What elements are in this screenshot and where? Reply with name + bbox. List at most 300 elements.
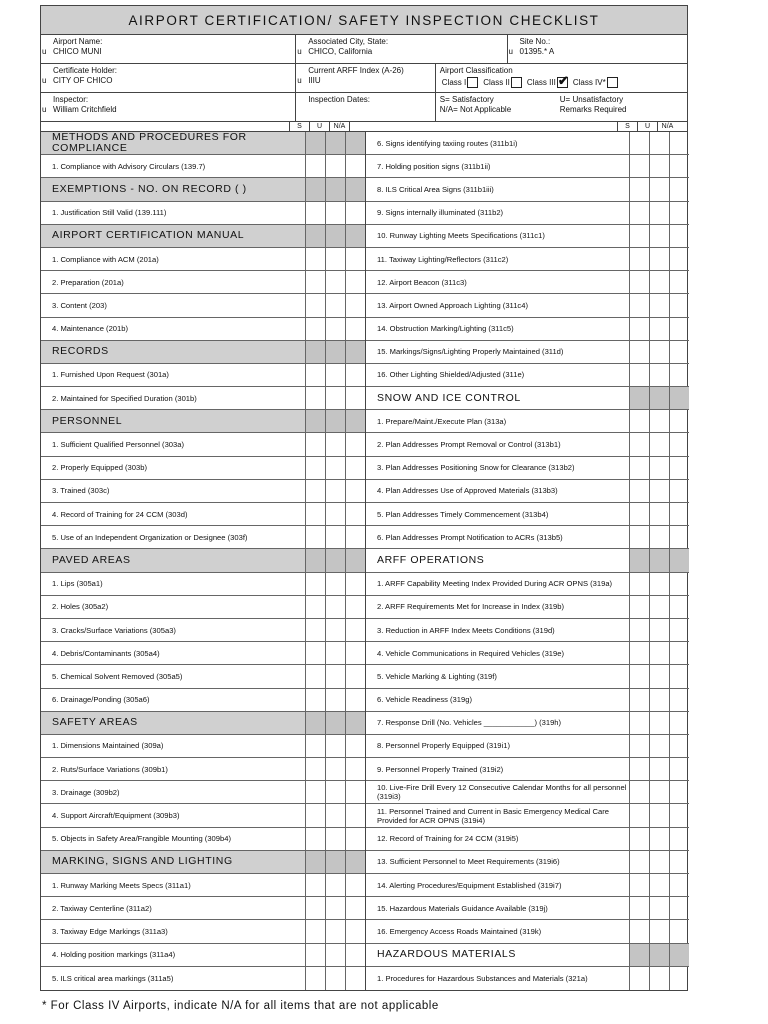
mark-cell-u[interactable]	[649, 596, 669, 618]
class-4-checkbox[interactable]	[607, 77, 618, 88]
mark-cell-na[interactable]	[345, 665, 365, 687]
bullet-icon: u	[297, 47, 302, 56]
mark-cell-u[interactable]	[325, 364, 345, 386]
item-label: 9. Personnel Properly Trained (319i2)	[377, 764, 504, 774]
mark-cell-s[interactable]	[629, 804, 649, 826]
section-title: MARKING, SIGNS AND LIGHTING	[41, 851, 305, 873]
mark-cell-na[interactable]	[669, 503, 689, 525]
mark-cell-u[interactable]	[325, 828, 345, 850]
mark-cell-na[interactable]	[669, 271, 689, 293]
item-label: 1. Prepare/Maint./Execute Plan (313a)	[377, 416, 507, 426]
mark-cell-u[interactable]	[325, 155, 345, 177]
mark-cell-u[interactable]	[649, 967, 669, 990]
bullet-icon: u	[508, 47, 513, 56]
mark-cell-na[interactable]	[669, 318, 689, 340]
mark-cell-na[interactable]	[345, 271, 365, 293]
item-label: 3. Taxiway Edge Markings (311a3)	[52, 926, 168, 936]
mark-cell-s[interactable]	[629, 503, 649, 525]
mark-cell-na[interactable]	[669, 712, 689, 734]
mark-cell-u[interactable]	[649, 318, 669, 340]
mark-cell-na[interactable]	[669, 665, 689, 687]
mark-cell-s[interactable]	[629, 433, 649, 455]
checklist-item-row	[366, 433, 689, 456]
airport-name-label: Airport Name:	[53, 37, 103, 46]
mark-cell-u[interactable]	[649, 433, 669, 455]
mark-cell-s[interactable]	[305, 944, 325, 966]
mark-cell-na[interactable]	[669, 433, 689, 455]
mark-cell-u[interactable]	[649, 874, 669, 896]
mark-cell-s[interactable]	[305, 318, 325, 340]
bullet-icon: u	[42, 76, 47, 85]
mark-cell-s[interactable]	[629, 294, 649, 316]
mark-cell-u[interactable]	[649, 225, 669, 247]
mark-cell-s[interactable]	[629, 364, 649, 386]
header-row-3	[41, 93, 687, 122]
mark-cell-s[interactable]	[629, 155, 649, 177]
mark-cell-s[interactable]	[629, 665, 649, 687]
classification-cell	[436, 64, 687, 92]
mark-cell-u[interactable]	[649, 526, 669, 548]
mark-cell-u[interactable]	[649, 758, 669, 780]
item-label: 14. Alerting Procedures/Equipment Established (319i7)	[377, 880, 562, 890]
mark-cell-u[interactable]	[649, 248, 669, 270]
item-label: 4. Support Aircraft/Equipment (309b3)	[52, 811, 180, 821]
mark-cell-na[interactable]	[669, 573, 689, 595]
item-label: 1. Lips (305a1)	[52, 579, 103, 589]
shaded-cell	[345, 712, 365, 734]
mark-cell-u[interactable]	[649, 480, 669, 502]
item-label: 5. Plan Addresses Timely Commencement (313b4)	[377, 509, 549, 519]
mark-cell-s[interactable]	[305, 642, 325, 664]
mark-cell-u[interactable]	[325, 596, 345, 618]
mark-cell-s[interactable]	[629, 132, 649, 154]
mark-cell-u[interactable]	[325, 735, 345, 757]
mark-cell-na[interactable]	[345, 642, 365, 664]
mark-cell-u[interactable]	[325, 457, 345, 479]
mark-cell-u[interactable]	[325, 642, 345, 664]
mark-cell-s[interactable]	[305, 665, 325, 687]
mark-cell-s[interactable]	[629, 758, 649, 780]
mark-cell-s[interactable]	[629, 735, 649, 757]
mark-cell-u[interactable]	[649, 573, 669, 595]
section-header-row	[41, 225, 365, 248]
item-label: 10. Live-Fire Drill Every 12 Consecutive Calendar Months for all personnel (319i3)	[377, 783, 627, 802]
inspection-dates-label: Inspection Dates:	[308, 95, 371, 104]
mark-cell-s[interactable]	[305, 364, 325, 386]
mark-cell-u[interactable]	[649, 294, 669, 316]
mark-cell-s[interactable]	[305, 874, 325, 896]
mark-cell-na[interactable]	[669, 851, 689, 873]
mark-cell-u[interactable]	[325, 920, 345, 942]
mark-cell-s[interactable]	[305, 596, 325, 618]
mark-cell-u[interactable]	[325, 503, 345, 525]
mark-cell-u[interactable]	[325, 526, 345, 548]
cert-holder-cell	[41, 64, 296, 92]
checklist-item-row	[41, 526, 365, 549]
mark-cell-u[interactable]	[649, 619, 669, 641]
section-title: ARFF OPERATIONS	[366, 549, 629, 571]
item-label: 2. Properly Equipped (303b)	[52, 463, 147, 473]
mark-cell-u[interactable]	[325, 967, 345, 990]
item-label: 5. Chemical Solvent Removed (305a5)	[52, 671, 183, 681]
mark-cell-u[interactable]	[325, 758, 345, 780]
item-label: 1. Dimensions Maintained (309a)	[52, 741, 164, 751]
class-2-option[interactable]	[483, 77, 522, 88]
mark-cell-u[interactable]	[325, 874, 345, 896]
mark-cell-u[interactable]	[325, 573, 345, 595]
mark-cell-na[interactable]	[669, 202, 689, 224]
item-label: 5. Use of an Independent Organization or Designee (303f)	[52, 532, 248, 542]
arff-index-value: IIIU	[308, 76, 321, 85]
checklist-item-row	[366, 503, 689, 526]
mark-cell-u[interactable]	[325, 619, 345, 641]
mark-cell-u[interactable]	[325, 248, 345, 270]
site-no-cell	[508, 35, 687, 63]
checklist-item-row	[366, 642, 689, 665]
mark-cell-u[interactable]	[649, 155, 669, 177]
mark-cell-na[interactable]	[669, 480, 689, 502]
mark-cell-u[interactable]	[325, 433, 345, 455]
shaded-cell	[305, 132, 325, 154]
mark-cell-na[interactable]	[669, 781, 689, 803]
mark-cell-u[interactable]	[325, 781, 345, 803]
mark-cell-na[interactable]	[345, 387, 365, 409]
mark-cell-na[interactable]	[345, 735, 365, 757]
mark-cell-s[interactable]	[629, 271, 649, 293]
mark-cell-s[interactable]	[629, 225, 649, 247]
shaded-cell	[345, 410, 365, 432]
mark-cell-s[interactable]	[305, 920, 325, 942]
mark-cell-s[interactable]	[629, 596, 649, 618]
mark-cell-s[interactable]	[629, 341, 649, 363]
mark-cell-u[interactable]	[325, 318, 345, 340]
item-label: 3. Reduction in ARFF Index Meets Conditions (319d)	[377, 625, 555, 635]
mark-cell-u[interactable]	[325, 944, 345, 966]
checklist-item-row	[41, 828, 365, 851]
mark-cell-na[interactable]	[345, 503, 365, 525]
mark-cell-s[interactable]	[305, 480, 325, 502]
mark-cell-na[interactable]	[669, 178, 689, 200]
mark-cell-na[interactable]	[345, 804, 365, 826]
city-state-value: CHICO, California	[308, 47, 373, 56]
class-1-label: Class I	[441, 77, 467, 87]
bullet-icon: u	[297, 76, 302, 85]
mark-cell-na[interactable]	[669, 804, 689, 826]
checklist-item-row	[366, 828, 689, 851]
mark-cell-u[interactable]	[325, 804, 345, 826]
mark-cell-u[interactable]	[649, 341, 669, 363]
mark-cell-na[interactable]	[669, 457, 689, 479]
mark-cell-s[interactable]	[629, 920, 649, 942]
section-header-row	[41, 341, 365, 364]
item-label: 6. Plan Addresses Prompt Notification to ACRs (313b5)	[377, 532, 563, 542]
mark-cell-na[interactable]	[669, 341, 689, 363]
mark-cell-u[interactable]	[649, 364, 669, 386]
mark-cell-na[interactable]	[669, 526, 689, 548]
mark-cell-na[interactable]	[669, 758, 689, 780]
section-header-row	[41, 549, 365, 572]
mark-cell-u[interactable]	[649, 735, 669, 757]
mark-cell-na[interactable]	[345, 526, 365, 548]
col-s-right: S	[617, 122, 637, 131]
mark-cell-s[interactable]	[305, 828, 325, 850]
mark-cell-na[interactable]	[669, 642, 689, 664]
class-3-checkbox[interactable]	[557, 73, 569, 88]
checklist-item-row	[366, 781, 689, 804]
shaded-cell	[649, 549, 669, 571]
mark-cell-s[interactable]	[629, 573, 649, 595]
item-label: 14. Obstruction Marking/Lighting (311c5)	[377, 324, 514, 334]
mark-cell-na[interactable]	[669, 155, 689, 177]
mark-cell-s[interactable]	[305, 804, 325, 826]
shaded-cell	[305, 341, 325, 363]
mark-cell-na[interactable]	[669, 294, 689, 316]
section-header-row	[366, 387, 689, 410]
mark-cell-na[interactable]	[345, 155, 365, 177]
checklist-item-row	[366, 573, 689, 596]
item-label: 3. Cracks/Surface Variations (305a3)	[52, 625, 176, 635]
mark-cell-s[interactable]	[305, 271, 325, 293]
mark-cell-na[interactable]	[669, 828, 689, 850]
mark-cell-s[interactable]	[629, 457, 649, 479]
mark-cell-u[interactable]	[649, 804, 669, 826]
item-label: 3. Trained (303c)	[52, 486, 110, 496]
item-label: 4. Holding position markings (311a4)	[52, 950, 176, 960]
mark-cell-na[interactable]	[669, 874, 689, 896]
item-label: 3. Drainage (309b2)	[52, 787, 120, 797]
mark-cell-na[interactable]	[669, 225, 689, 247]
mark-cell-s[interactable]	[305, 503, 325, 525]
mark-cell-na[interactable]	[669, 735, 689, 757]
mark-cell-u[interactable]	[325, 897, 345, 919]
mark-cell-na[interactable]	[345, 758, 365, 780]
mark-cell-s[interactable]	[629, 410, 649, 432]
class-4-label: Class IV*	[572, 77, 606, 87]
airport-name-value: CHICO MUNI	[53, 47, 102, 56]
checklist-item-row	[41, 944, 365, 967]
mark-cell-s[interactable]	[629, 178, 649, 200]
mark-cell-s[interactable]	[305, 781, 325, 803]
legend-unsatisfactory: U= Unsatisfactory	[559, 95, 624, 104]
shaded-cell	[629, 944, 649, 966]
mark-cell-s[interactable]	[305, 155, 325, 177]
mark-cell-u[interactable]	[325, 480, 345, 502]
item-label: 2. Holes (305a2)	[52, 602, 109, 612]
mark-cell-s[interactable]	[629, 689, 649, 711]
mark-cell-s[interactable]	[305, 294, 325, 316]
mark-cell-s[interactable]	[629, 526, 649, 548]
col-s-left: S	[289, 122, 309, 131]
mark-cell-na[interactable]	[345, 318, 365, 340]
mark-cell-s[interactable]	[629, 781, 649, 803]
mark-cell-u[interactable]	[649, 665, 669, 687]
item-label: 2. Taxiway Centerline (311a2)	[52, 903, 152, 913]
mark-cell-na[interactable]	[345, 294, 365, 316]
mark-cell-s[interactable]	[629, 480, 649, 502]
mark-cell-u[interactable]	[649, 828, 669, 850]
checklist-item-row	[41, 781, 365, 804]
shaded-cell	[629, 387, 649, 409]
class-3-label: Class III	[526, 77, 556, 87]
check-mark-icon: ✔	[557, 73, 569, 88]
mark-cell-u[interactable]	[325, 202, 345, 224]
mark-cell-na[interactable]	[345, 457, 365, 479]
mark-cell-u[interactable]	[325, 689, 345, 711]
mark-cell-s[interactable]	[629, 851, 649, 873]
mark-cell-u[interactable]	[649, 920, 669, 942]
mark-cell-na[interactable]	[345, 480, 365, 502]
mark-cell-u[interactable]	[649, 712, 669, 734]
arff-index-label: Current ARFF Index (A-26)	[308, 66, 404, 75]
mark-cell-s[interactable]	[305, 967, 325, 990]
mark-cell-na[interactable]	[345, 619, 365, 641]
mark-cell-s[interactable]	[629, 897, 649, 919]
mark-cell-u[interactable]	[325, 294, 345, 316]
mark-cell-s[interactable]	[629, 712, 649, 734]
mark-cell-u[interactable]	[649, 457, 669, 479]
legend-remarks: Remarks Required	[559, 105, 627, 114]
bullet-icon: u	[42, 105, 47, 114]
shaded-cell	[305, 549, 325, 571]
mark-cell-s[interactable]	[305, 573, 325, 595]
mark-cell-u[interactable]	[649, 851, 669, 873]
checklist-item-row	[366, 967, 689, 990]
mark-cell-u[interactable]	[649, 642, 669, 664]
right-column	[365, 132, 689, 990]
mark-cell-s[interactable]	[629, 642, 649, 664]
item-label: 7. Response Drill (No. Vehicles ____________) (319h)	[377, 718, 562, 728]
mark-cell-na[interactable]	[669, 364, 689, 386]
checklist-item-row	[41, 294, 365, 317]
checklist-item-row	[41, 503, 365, 526]
mark-cell-u[interactable]	[325, 387, 345, 409]
header-row-2	[41, 64, 687, 93]
item-label: 1. Runway Marking Meets Specs (311a1)	[52, 880, 191, 890]
mark-cell-s[interactable]	[305, 248, 325, 270]
mark-cell-s[interactable]	[305, 897, 325, 919]
mark-cell-na[interactable]	[669, 132, 689, 154]
mark-cell-na[interactable]	[669, 897, 689, 919]
mark-cell-u[interactable]	[649, 503, 669, 525]
mark-cell-na[interactable]	[345, 433, 365, 455]
checklist-item-row	[41, 573, 365, 596]
class-3-option[interactable]	[526, 73, 569, 88]
class-2-checkbox[interactable]	[511, 77, 522, 88]
item-label: 1. Compliance with Advisory Circulars (139.7)	[52, 161, 206, 171]
mark-cell-s[interactable]	[305, 735, 325, 757]
checklist-item-row	[366, 897, 689, 920]
checklist-item-row	[366, 596, 689, 619]
mark-cell-na[interactable]	[345, 202, 365, 224]
inspection-dates-cell	[296, 93, 436, 121]
class-1-checkbox[interactable]	[467, 77, 478, 88]
checklist-item-row	[366, 457, 689, 480]
shaded-cell	[629, 549, 649, 571]
mark-cell-s[interactable]	[629, 318, 649, 340]
item-label: 16. Other Lighting Shielded/Adjusted (311e)	[377, 370, 525, 380]
mark-cell-s[interactable]	[629, 248, 649, 270]
cert-holder-value: CITY OF CHICO	[53, 76, 113, 85]
mark-cell-na[interactable]	[669, 920, 689, 942]
mark-cell-na[interactable]	[345, 874, 365, 896]
mark-cell-s[interactable]	[305, 526, 325, 548]
item-label: 5. ILS critical area markings (311a5)	[52, 973, 174, 983]
mark-cell-na[interactable]	[345, 897, 365, 919]
item-label: 6. Drainage/Ponding (305a6)	[52, 695, 150, 705]
airport-name-cell	[41, 35, 296, 63]
mark-cell-u[interactable]	[649, 202, 669, 224]
mark-cell-s[interactable]	[305, 202, 325, 224]
mark-cell-s[interactable]	[629, 828, 649, 850]
section-header-row	[41, 851, 365, 874]
inspector-label: Inspector:	[53, 95, 89, 104]
mark-cell-s[interactable]	[629, 967, 649, 990]
cert-holder-label: Certificate Holder:	[53, 66, 118, 75]
mark-cell-na[interactable]	[345, 828, 365, 850]
mark-cell-s[interactable]	[305, 387, 325, 409]
item-label: 5. Vehicle Marking & Lighting (319f)	[377, 671, 497, 681]
class-1-option[interactable]	[442, 77, 478, 88]
mark-cell-na[interactable]	[669, 689, 689, 711]
mark-cell-na[interactable]	[669, 619, 689, 641]
checklist-item-row	[366, 689, 689, 712]
mark-cell-s[interactable]	[629, 874, 649, 896]
shaded-cell	[325, 851, 345, 873]
item-label: 15. Hazardous Materials Guidance Available (319j)	[377, 903, 548, 913]
shaded-cell	[325, 132, 345, 154]
mark-cell-u[interactable]	[325, 665, 345, 687]
mark-cell-u[interactable]	[649, 897, 669, 919]
mark-cell-na[interactable]	[345, 596, 365, 618]
mark-cell-s[interactable]	[629, 619, 649, 641]
mark-cell-na[interactable]	[669, 967, 689, 990]
mark-cell-na[interactable]	[345, 944, 365, 966]
section-title: EXEMPTIONS - NO. ON RECORD ( )	[41, 178, 305, 200]
mark-cell-na[interactable]	[345, 248, 365, 270]
mark-cell-u[interactable]	[649, 178, 669, 200]
mark-cell-u[interactable]	[649, 781, 669, 803]
mark-cell-s[interactable]	[305, 689, 325, 711]
mark-cell-na[interactable]	[345, 920, 365, 942]
mark-cell-u[interactable]	[649, 689, 669, 711]
checklist-item-row	[366, 874, 689, 897]
mark-cell-na[interactable]	[669, 410, 689, 432]
shaded-cell	[325, 410, 345, 432]
mark-cell-na[interactable]	[669, 596, 689, 618]
mark-cell-na[interactable]	[345, 967, 365, 990]
mark-cell-u[interactable]	[325, 271, 345, 293]
mark-cell-s[interactable]	[305, 433, 325, 455]
mark-cell-u[interactable]	[649, 132, 669, 154]
mark-cell-s[interactable]	[305, 758, 325, 780]
mark-cell-na[interactable]	[669, 248, 689, 270]
mark-cell-na[interactable]	[345, 573, 365, 595]
checklist-item-row	[366, 735, 689, 758]
mark-cell-s[interactable]	[305, 619, 325, 641]
mark-cell-s[interactable]	[629, 202, 649, 224]
mark-cell-s[interactable]	[305, 457, 325, 479]
mark-cell-na[interactable]	[345, 689, 365, 711]
form-title: AIRPORT CERTIFICATION/ SAFETY INSPECTION CHECKLIST	[41, 6, 687, 35]
class-4-option[interactable]	[573, 77, 618, 88]
section-header-row	[41, 178, 365, 201]
checklist-item-row	[366, 202, 689, 225]
mark-cell-na[interactable]	[345, 781, 365, 803]
mark-cell-na[interactable]	[345, 364, 365, 386]
mark-cell-u[interactable]	[649, 410, 669, 432]
mark-cell-u[interactable]	[649, 271, 669, 293]
shaded-cell	[325, 341, 345, 363]
